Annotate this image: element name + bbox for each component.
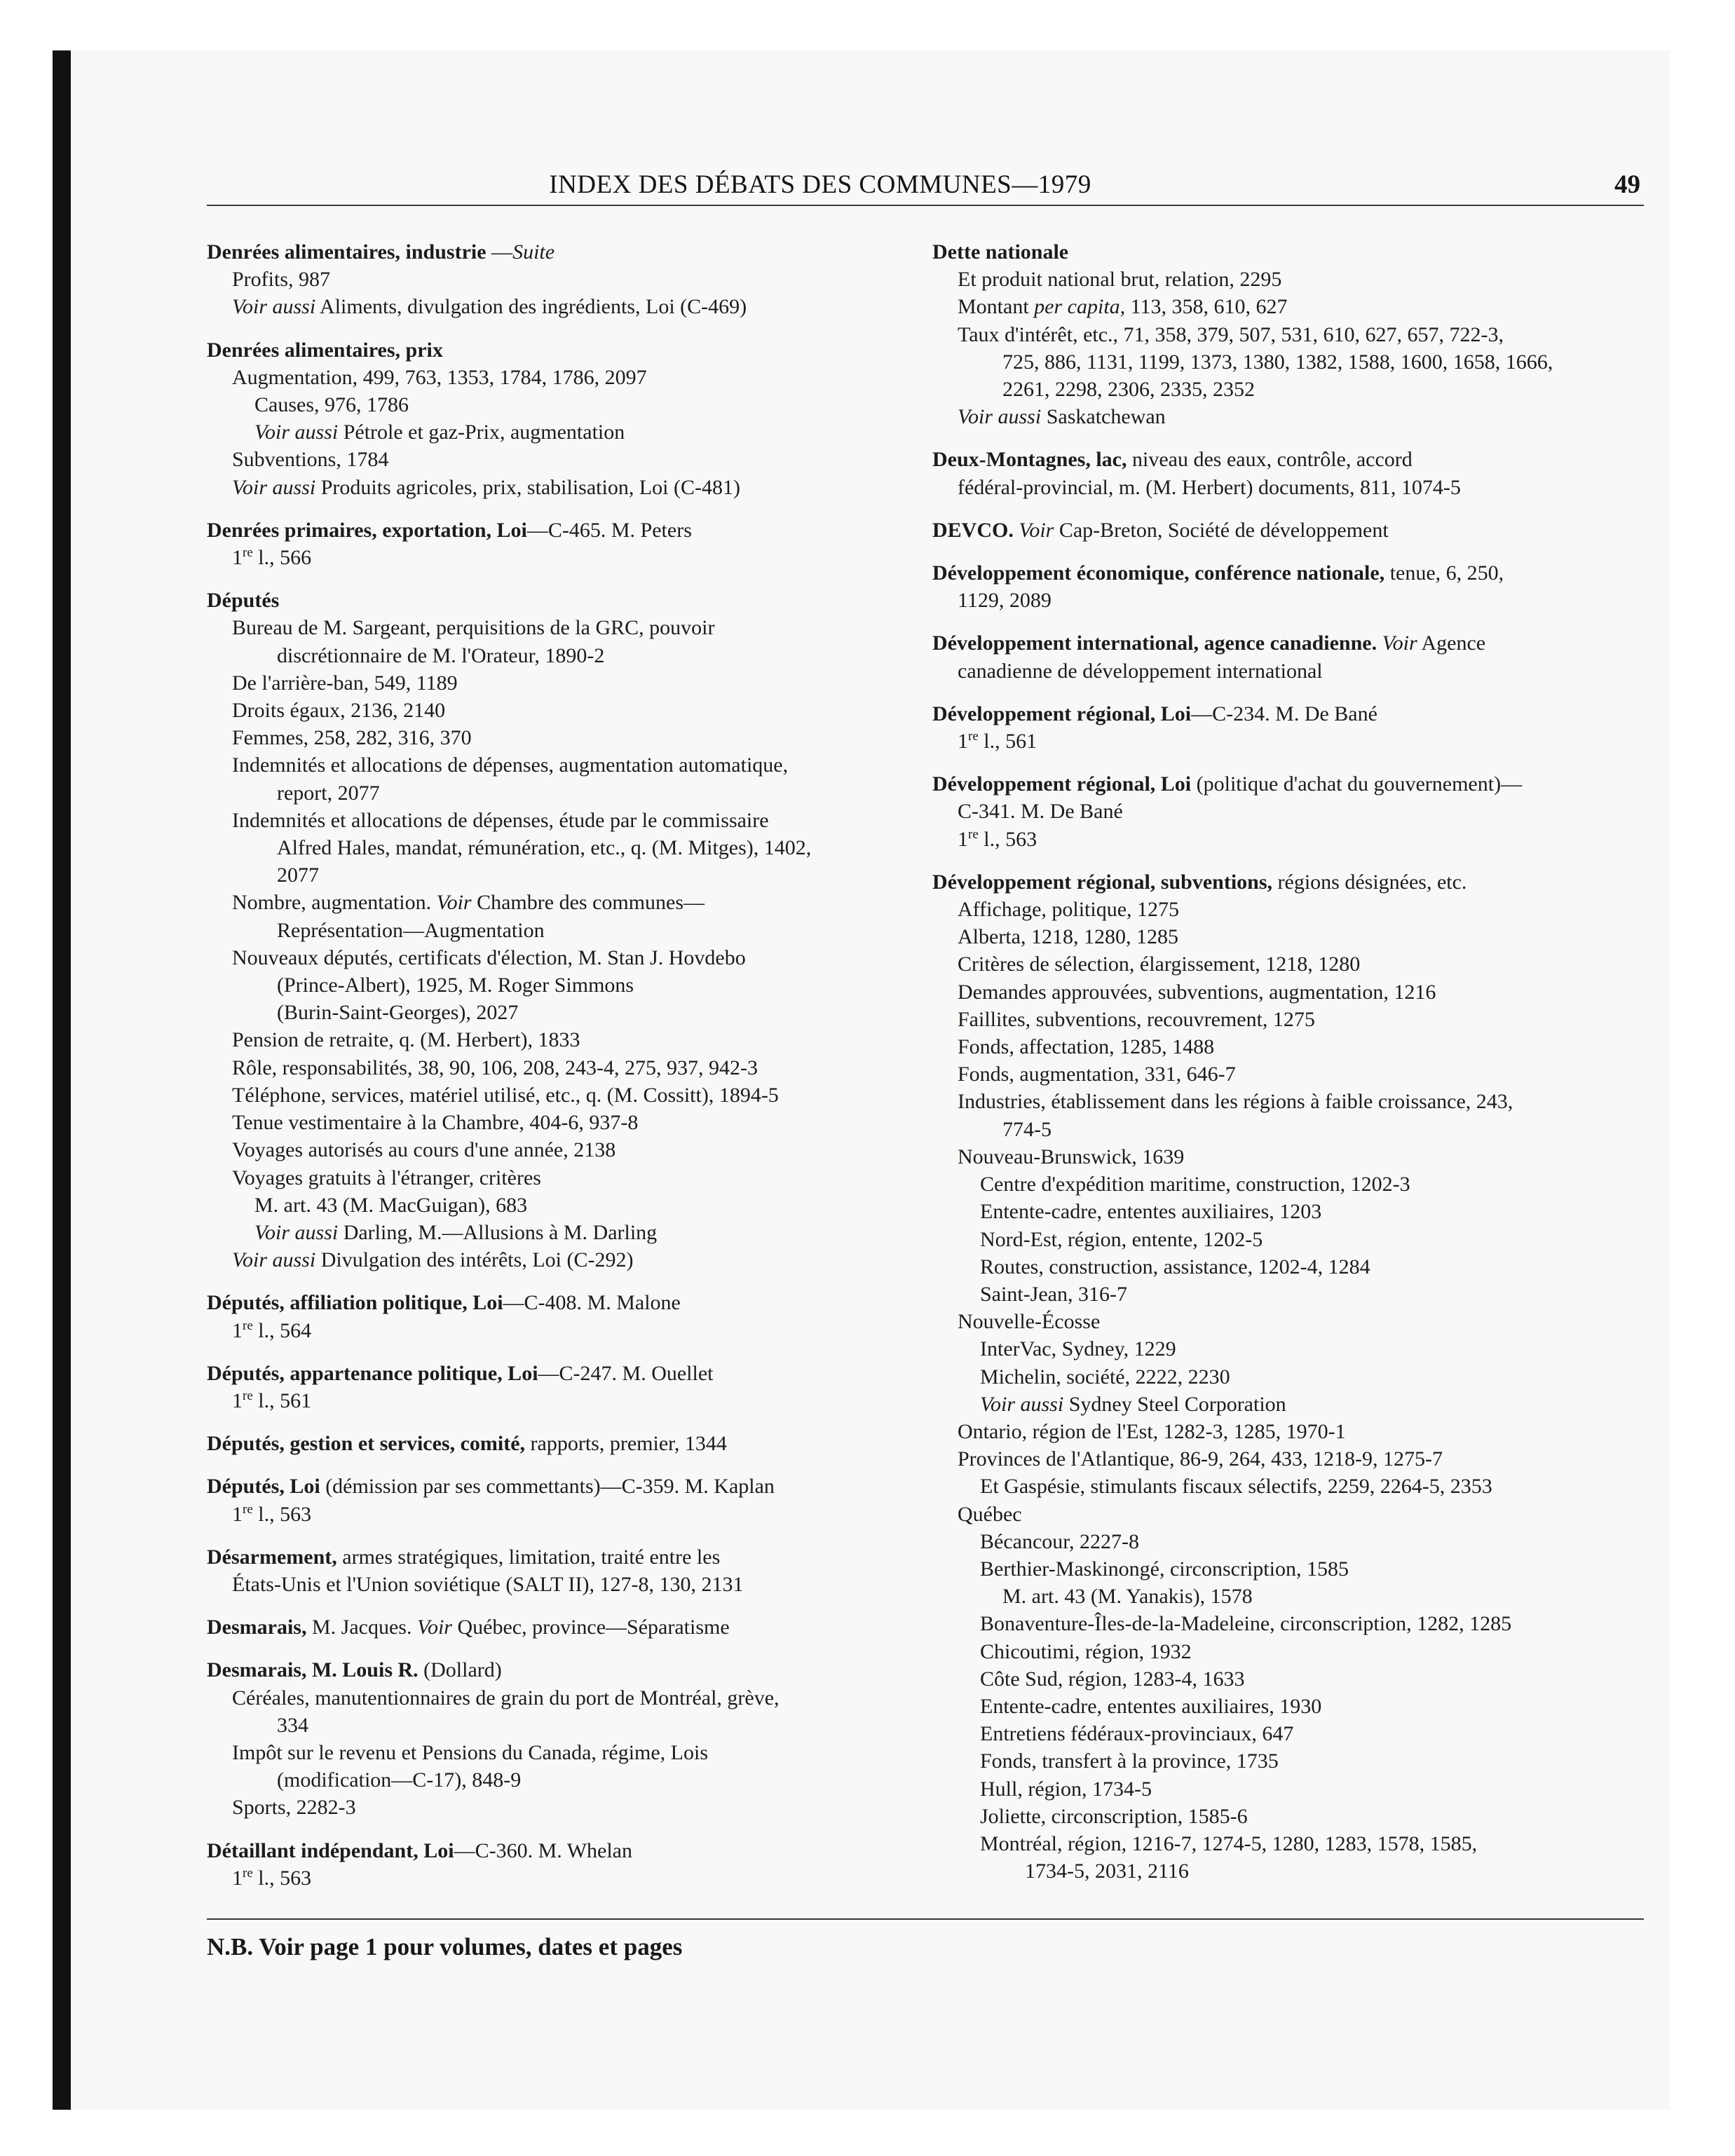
entry-text: rapports, premier, 1344	[525, 1432, 727, 1456]
entry-subline	[207, 544, 915, 571]
entry-text: Demandes approuvées, subventions, augmentation, 1216	[958, 980, 1436, 1004]
entry-text: Montant	[958, 295, 1035, 319]
entry-subline	[932, 1060, 1651, 1088]
entry-subline	[207, 1501, 915, 1528]
entry-subline	[932, 1665, 1651, 1693]
entry-subline	[932, 1088, 1651, 1115]
entry-text: canadienne de développement international	[958, 659, 1323, 683]
page-number: 49	[1614, 170, 1640, 199]
entry-text: l., 561	[252, 1389, 312, 1412]
entry-text: Affichage, politique, 1275	[958, 898, 1180, 922]
entry-subline	[207, 1571, 915, 1598]
entry-heading: Députés, appartenance politique, Loi	[207, 1361, 538, 1385]
entry-text: Cap-Breton, Société de développement	[1054, 518, 1389, 542]
entry-heading-line	[207, 1289, 915, 1316]
entry-heading-line	[932, 238, 1651, 266]
entry-heading-line	[932, 559, 1651, 587]
index-entry	[207, 1543, 915, 1598]
entry-text: Droits égaux, 2136, 2140	[232, 699, 446, 723]
entry-text: —C-234. M. De Bané	[1191, 702, 1377, 725]
entry-text: Femmes, 258, 282, 316, 370	[232, 726, 472, 750]
entry-text: Causes, 976, 1786	[254, 393, 409, 417]
entry-text: Aliments, divulgation des ingrédients, Loi (C-469)	[315, 295, 747, 319]
entry-text: Céréales, manutentionnaires de grain du port de Montréal, grève,	[232, 1686, 780, 1710]
entry-subline	[932, 1830, 1651, 1857]
entry-text: l., 563	[978, 827, 1037, 851]
italic-text: Voir aussi	[980, 1392, 1064, 1416]
index-entry	[207, 1360, 915, 1414]
index-entry	[207, 1613, 915, 1641]
entry-text: M. Jacques.	[306, 1616, 417, 1639]
entry-subline	[932, 978, 1651, 1006]
entry-text: l., 564	[252, 1318, 312, 1342]
entry-text: régions désignées, etc.	[1272, 870, 1467, 894]
italic-text: Voir aussi	[232, 475, 316, 499]
entry-heading-line	[207, 1360, 915, 1387]
entry-subline	[207, 724, 915, 751]
index-entry	[207, 238, 915, 321]
entry-subline	[932, 348, 1651, 376]
entry-heading: Développement régional, Loi	[932, 772, 1192, 796]
entry-text: Joliette, circonscription, 1585-6	[980, 1804, 1248, 1828]
entry-text: Rôle, responsabilités, 38, 90, 106, 208, 243-4, 275, 937, 942-3	[232, 1056, 758, 1079]
entry-subline	[932, 1391, 1651, 1418]
entry-text: Saskatchewan	[1041, 405, 1166, 429]
entry-text: Fonds, augmentation, 331, 646-7	[958, 1063, 1236, 1086]
entry-subline	[207, 917, 915, 944]
superscript: re	[243, 1388, 253, 1403]
index-column-right	[932, 238, 1651, 1900]
entry-subline	[207, 1317, 915, 1344]
entry-text: —C-408. M. Malone	[503, 1291, 681, 1315]
entry-subline	[207, 944, 915, 971]
entry-text: Critères de sélection, élargissement, 1218, 1280	[958, 953, 1361, 976]
entry-text: Indemnités et allocations de dépenses, augmentation automatique,	[232, 753, 789, 777]
entry-subline	[207, 1054, 915, 1082]
entry-subline	[932, 728, 1651, 755]
entry-subline	[932, 1253, 1651, 1281]
entry-text: Routes, construction, assistance, 1202-4, 1284	[980, 1255, 1370, 1278]
entry-subline	[207, 971, 915, 999]
entry-text: (Prince-Albert), 1925, M. Roger Simmons	[277, 974, 634, 997]
footer-note: N.B. Voir page 1 pour volumes, dates et pages	[207, 1933, 683, 1960]
entry-text: 1	[232, 1389, 243, 1412]
entry-text: Bécancour, 2227-8	[980, 1529, 1140, 1553]
entry-subline	[207, 889, 915, 916]
entry-subline	[932, 587, 1651, 614]
entry-heading: Denrées alimentaires, prix	[207, 338, 443, 362]
entry-text: Berthier-Maskinongé, circonscription, 1585	[980, 1557, 1349, 1581]
entry-subline	[932, 1473, 1651, 1500]
entry-heading-line	[207, 336, 915, 364]
entry-text: l., 563	[252, 1502, 312, 1526]
entry-subline	[207, 1192, 915, 1219]
entry-text: Entente-cadre, ententes auxiliaires, 1203	[980, 1200, 1322, 1224]
entry-heading-line	[932, 517, 1651, 544]
entry-text: 1129, 2089	[958, 589, 1052, 613]
entry-text: discrétionnaire de M. l'Orateur, 1890-2	[277, 643, 605, 667]
entry-text: 113, 358, 610, 627	[1125, 295, 1288, 319]
entry-heading: Deux-Montagnes, lac,	[932, 448, 1127, 472]
entry-text: 1	[232, 546, 243, 570]
index-entry	[207, 1473, 915, 1527]
entry-subline	[932, 1803, 1651, 1830]
entry-subline	[932, 1033, 1651, 1060]
entry-subline	[207, 642, 915, 669]
entry-text: Entretiens fédéraux-provinciaux, 647	[980, 1722, 1294, 1746]
index-entry	[207, 1289, 915, 1344]
entry-text: Voyages gratuits à l'étranger, critères	[232, 1166, 541, 1189]
binding-edge	[53, 50, 71, 2110]
entry-heading: Desmarais,	[207, 1616, 307, 1639]
entry-text: Agence	[1417, 632, 1486, 655]
entry-subline	[207, 266, 915, 293]
entry-subline	[932, 1747, 1651, 1775]
entry-text: Produits agricoles, prix, stabilisation, Loi (C-481)	[315, 475, 740, 499]
entry-text: 1	[232, 1502, 243, 1526]
entry-subline	[932, 1720, 1651, 1747]
entry-heading: Désarmement,	[207, 1545, 337, 1569]
index-entry	[207, 587, 915, 1274]
italic-text: Voir	[416, 1616, 452, 1639]
superscript: re	[243, 545, 253, 561]
index-entry	[207, 517, 915, 571]
entry-subline	[207, 779, 915, 807]
index-entry	[932, 868, 1651, 1885]
entry-subline	[207, 474, 915, 501]
index-entry	[207, 1656, 915, 1821]
superscript: re	[243, 1318, 253, 1333]
entry-subline	[932, 293, 1651, 320]
entry-text: niveau des eaux, contrôle, accord	[1127, 448, 1413, 472]
entry-subline	[932, 266, 1651, 293]
entry-text: (Burin-Saint-Georges), 2027	[277, 1001, 519, 1025]
entry-heading: Développement régional, Loi	[932, 702, 1192, 725]
superscript: re	[968, 729, 979, 744]
entry-text: Chicoutimi, région, 1932	[980, 1639, 1192, 1663]
entry-text: 774-5	[1002, 1117, 1052, 1141]
entry-subline	[932, 1583, 1651, 1610]
entry-subline	[932, 474, 1651, 501]
header-rule	[207, 205, 1644, 206]
entry-subline	[207, 669, 915, 697]
entry-subline	[207, 1246, 915, 1274]
index-entry	[207, 1430, 915, 1457]
entry-text: Représentation—Augmentation	[277, 918, 545, 942]
entry-subline	[932, 1171, 1651, 1198]
index-entry	[932, 517, 1651, 544]
entry-text: tenue, 6, 250,	[1384, 561, 1504, 585]
entry-text: Pension de retraite, q. (M. Herbert), 1833	[232, 1028, 580, 1052]
entry-text: fédéral-provincial, m. (M. Herbert) documents, 811, 1074-5	[958, 475, 1461, 499]
page-title: INDEX DES DÉBATS DES COMMUNES—1979	[549, 170, 1091, 199]
entry-text: Saint-Jean, 316-7	[980, 1282, 1127, 1306]
index-entry	[207, 1837, 915, 1892]
entry-text: Sports, 2282-3	[232, 1796, 356, 1820]
entry-subline	[207, 391, 915, 418]
entry-heading-line	[207, 1613, 915, 1641]
entry-subline	[932, 1281, 1651, 1308]
italic-text: Voir aussi	[232, 295, 316, 319]
entry-subline	[207, 418, 915, 446]
entry-text: Québec, province—Séparatisme	[451, 1616, 730, 1639]
entry-text: —C-360. M. Whelan	[454, 1838, 632, 1862]
italic-text: Voir	[1019, 518, 1054, 542]
entry-subline	[207, 446, 915, 473]
superscript: re	[243, 1865, 253, 1881]
entry-text: Profits, 987	[232, 268, 331, 292]
entry-text: Centre d'expédition maritime, construction, 1202-3	[980, 1173, 1410, 1196]
entry-subline	[932, 1143, 1651, 1171]
entry-text: Provinces de l'Atlantique, 86-9, 264, 433, 1218-9, 1275-7	[958, 1447, 1443, 1471]
entry-subline	[932, 1363, 1651, 1391]
entry-subline	[932, 798, 1651, 825]
entry-text: Voyages autorisés au cours d'une année, 2138	[232, 1138, 616, 1162]
entry-heading: Développement économique, conférence nationale,	[932, 561, 1385, 585]
entry-heading-line	[932, 446, 1651, 473]
entry-text: Augmentation, 499, 763, 1353, 1784, 1786, 2097	[232, 365, 647, 389]
entry-subline	[207, 293, 915, 320]
entry-subline	[932, 403, 1651, 430]
entry-subline	[932, 923, 1651, 950]
entry-heading-line	[932, 770, 1651, 798]
entry-text: 2077	[277, 864, 319, 887]
entry-subline	[932, 1775, 1651, 1803]
entry-text: l., 563	[252, 1866, 312, 1890]
index-entry	[932, 559, 1651, 614]
entry-text: Darling, M.—Allusions à M. Darling	[338, 1220, 658, 1244]
entry-subline	[932, 1693, 1651, 1720]
index-entry	[207, 336, 915, 501]
entry-text: l., 561	[978, 730, 1037, 753]
entry-text: Divulgation des intérêts, Loi (C-292)	[315, 1248, 634, 1272]
entry-subline	[932, 1335, 1651, 1363]
entry-heading: Députés, Loi	[207, 1475, 320, 1499]
entry-text: 1	[232, 1866, 243, 1890]
entry-subline	[932, 1308, 1651, 1335]
entry-text: Fonds, affectation, 1285, 1488	[958, 1035, 1215, 1059]
entry-heading: DEVCO.	[932, 518, 1014, 542]
entry-subline	[207, 861, 915, 889]
italic-text: per capita,	[1034, 295, 1126, 319]
superscript: re	[243, 1501, 253, 1517]
entry-subline	[932, 1857, 1651, 1885]
entry-heading-line	[207, 1837, 915, 1864]
entry-heading: Députés, gestion et services, comité,	[207, 1432, 526, 1456]
entry-subline	[207, 364, 915, 391]
entry-text: InterVac, Sydney, 1229	[980, 1337, 1176, 1361]
entry-text: États-Unis et l'Union soviétique (SALT II), 127-8, 130, 2131	[232, 1572, 744, 1596]
entry-text: M. art. 43 (M. MacGuigan), 683	[254, 1193, 528, 1217]
entry-subline	[207, 999, 915, 1026]
entry-text: 1	[958, 730, 968, 753]
italic-text: Voir	[436, 891, 472, 915]
entry-subline	[207, 1794, 915, 1821]
entry-text: Michelin, société, 2222, 2230	[980, 1365, 1230, 1389]
entry-text: Industries, établissement dans les régions à faible croissance, 243,	[958, 1090, 1513, 1114]
entry-text: Faillites, subventions, recouvrement, 1275	[958, 1007, 1315, 1031]
entry-subline	[207, 1684, 915, 1712]
entry-text: Taux d'intérêt, etc., 71, 358, 379, 507, 531, 610, 627, 657, 722-3,	[958, 322, 1504, 346]
entry-subline	[932, 1418, 1651, 1445]
entry-subline	[932, 321, 1651, 348]
entry-text: (modification—C-17), 848-9	[277, 1768, 522, 1792]
entry-text: Bureau de M. Sargeant, perquisitions de la GRC, pouvoir	[232, 616, 715, 640]
entry-subline	[932, 1638, 1651, 1665]
entry-text: armes stratégiques, limitation, traité entre les	[336, 1545, 721, 1569]
entry-heading-line	[932, 629, 1651, 657]
entry-subline	[207, 1136, 915, 1164]
index-entry	[932, 770, 1651, 853]
entry-subline	[207, 751, 915, 779]
entry-subline	[932, 1610, 1651, 1637]
entry-text: Nombre, augmentation.	[232, 891, 437, 915]
entry-subline	[932, 826, 1651, 853]
entry-heading-line	[207, 587, 915, 614]
entry-subline	[932, 1198, 1651, 1225]
italic-text: Voir aussi	[958, 405, 1042, 429]
entry-subline	[932, 376, 1651, 403]
entry-text: Nord-Est, région, entente, 1202-5	[980, 1227, 1263, 1251]
entry-heading: Développement international, agence canadienne.	[932, 632, 1377, 655]
entry-subline	[207, 1082, 915, 1109]
entry-text: Sydney Steel Corporation	[1063, 1392, 1286, 1416]
italic-text: Voir	[1382, 632, 1417, 655]
entry-text: 1	[958, 827, 968, 851]
entry-heading-line	[207, 238, 915, 266]
italic-text: Suite	[512, 240, 555, 264]
entry-subline	[932, 1116, 1651, 1143]
entry-subline	[932, 1006, 1651, 1033]
index-entry	[932, 700, 1651, 755]
entry-text: C-341. M. De Bané	[958, 800, 1123, 824]
entry-text: (politique d'achat du gouvernement)—	[1191, 772, 1523, 796]
entry-text: Et produit national brut, relation, 2295	[958, 268, 1282, 292]
entry-text: Alfred Hales, mandat, rémunération, etc., q. (M. Mitges), 1402,	[277, 836, 812, 860]
entry-text: De l'arrière-ban, 549, 1189	[232, 671, 458, 695]
entry-text: (démission par ses commettants)—C-359. M. Kaplan	[320, 1475, 775, 1499]
entry-subline	[207, 1219, 915, 1246]
entry-text: Entente-cadre, ententes auxiliaires, 1930	[980, 1694, 1322, 1718]
superscript: re	[968, 826, 979, 842]
entry-subline	[207, 614, 915, 641]
entry-subline	[207, 1109, 915, 1136]
entry-heading: Dette nationale	[932, 240, 1069, 264]
entry-text: Fonds, transfert à la province, 1735	[980, 1749, 1279, 1773]
entry-heading: Députés, affiliation politique, Loi	[207, 1291, 503, 1315]
entry-text: —	[486, 240, 513, 264]
entry-text: M. art. 43 (M. Yanakis), 1578	[1002, 1585, 1253, 1609]
entry-heading: Denrées alimentaires, industrie	[207, 240, 487, 264]
entry-text: Nouveaux députés, certificats d'élection, M. Stan J. Hovdebo	[232, 946, 746, 969]
entry-heading: Développement régional, subventions,	[932, 870, 1273, 894]
entry-text: 2261, 2298, 2306, 2335, 2352	[1002, 378, 1255, 402]
entry-text: 725, 886, 1131, 1199, 1373, 1380, 1382, 1588, 1600, 1658, 1666,	[1002, 350, 1553, 374]
entry-text: Québec	[958, 1502, 1022, 1526]
entry-heading-line	[932, 700, 1651, 728]
index-column-left	[207, 238, 915, 1907]
footer-rule	[207, 1918, 1644, 1920]
entry-text: report, 2077	[277, 781, 380, 805]
entry-text: Téléphone, services, matériel utilisé, etc., q. (M. Cossitt), 1894-5	[232, 1083, 779, 1107]
entry-text: Tenue vestimentaire à la Chambre, 404-6, 937-8	[232, 1111, 639, 1135]
entry-subline	[207, 1712, 915, 1739]
entry-subline	[207, 834, 915, 861]
entry-text: (Dollard)	[418, 1658, 502, 1682]
entry-heading-line	[932, 868, 1651, 896]
entry-text: Bonaventure-Îles-de-la-Madeleine, circonscription, 1282, 1285	[980, 1612, 1512, 1636]
entry-subline	[207, 807, 915, 834]
entry-subline	[207, 697, 915, 724]
italic-text: Voir aussi	[254, 1220, 339, 1244]
italic-text: Voir aussi	[232, 1248, 316, 1272]
entry-subline	[932, 657, 1651, 685]
entry-text: 1734-5, 2031, 2116	[1025, 1860, 1189, 1883]
entry-text: Et Gaspésie, stimulants fiscaux sélectifs, 2259, 2264-5, 2353	[980, 1475, 1492, 1499]
entry-heading-line	[207, 1656, 915, 1684]
entry-subline	[207, 1387, 915, 1414]
entry-text: 1	[232, 1318, 243, 1342]
entry-subline	[932, 896, 1651, 923]
entry-text: Impôt sur le revenu et Pensions du Canada, régime, Lois	[232, 1740, 709, 1764]
entry-subline	[207, 1164, 915, 1192]
italic-text: Voir aussi	[254, 421, 339, 444]
entry-text: —C-247. M. Ouellet	[538, 1361, 714, 1385]
entry-text: Montréal, région, 1216-7, 1274-5, 1280, 1283, 1578, 1585,	[980, 1831, 1478, 1855]
entry-text: Nouvelle-Écosse	[958, 1310, 1101, 1334]
entry-subline	[932, 1501, 1651, 1528]
entry-heading: Desmarais, M. Louis R.	[207, 1658, 419, 1682]
entry-text: Hull, région, 1734-5	[980, 1777, 1152, 1801]
entry-subline	[932, 1226, 1651, 1253]
entry-text: Alberta, 1218, 1280, 1285	[958, 925, 1178, 949]
entry-text: Chambre des communes—	[471, 891, 705, 915]
entry-subline	[207, 1739, 915, 1766]
entry-text: 334	[277, 1713, 308, 1737]
entry-text: l., 566	[252, 546, 312, 570]
index-entry	[932, 238, 1651, 430]
entry-heading-line	[207, 1543, 915, 1571]
entry-subline	[932, 1528, 1651, 1555]
entry-text	[1377, 632, 1382, 655]
index-entry	[932, 629, 1651, 684]
entry-text: Côte Sud, région, 1283-4, 1633	[980, 1667, 1245, 1691]
entry-text: Ontario, région de l'Est, 1282-3, 1285, 1970-1	[958, 1419, 1346, 1443]
entry-heading-line	[207, 1473, 915, 1500]
entry-text: —C-465. M. Peters	[526, 518, 692, 542]
entry-subline	[932, 1555, 1651, 1583]
entry-text: Subventions, 1784	[232, 448, 389, 472]
entry-heading: Députés	[207, 589, 280, 613]
index-entry	[932, 446, 1651, 500]
entry-heading-line	[207, 1430, 915, 1457]
entry-text: Pétrole et gaz-Prix, augmentation	[338, 421, 625, 444]
entry-text: Indemnités et allocations de dépenses, étude par le commissaire	[232, 808, 769, 832]
entry-subline	[932, 950, 1651, 978]
entry-heading-line	[207, 517, 915, 544]
entry-heading: Détaillant indépendant, Loi	[207, 1838, 454, 1862]
entry-subline	[207, 1026, 915, 1053]
entry-subline	[932, 1445, 1651, 1473]
entry-text: Nouveau-Brunswick, 1639	[958, 1145, 1185, 1168]
entry-subline	[207, 1864, 915, 1892]
entry-subline	[207, 1766, 915, 1794]
entry-heading: Denrées primaires, exportation, Loi	[207, 518, 527, 542]
